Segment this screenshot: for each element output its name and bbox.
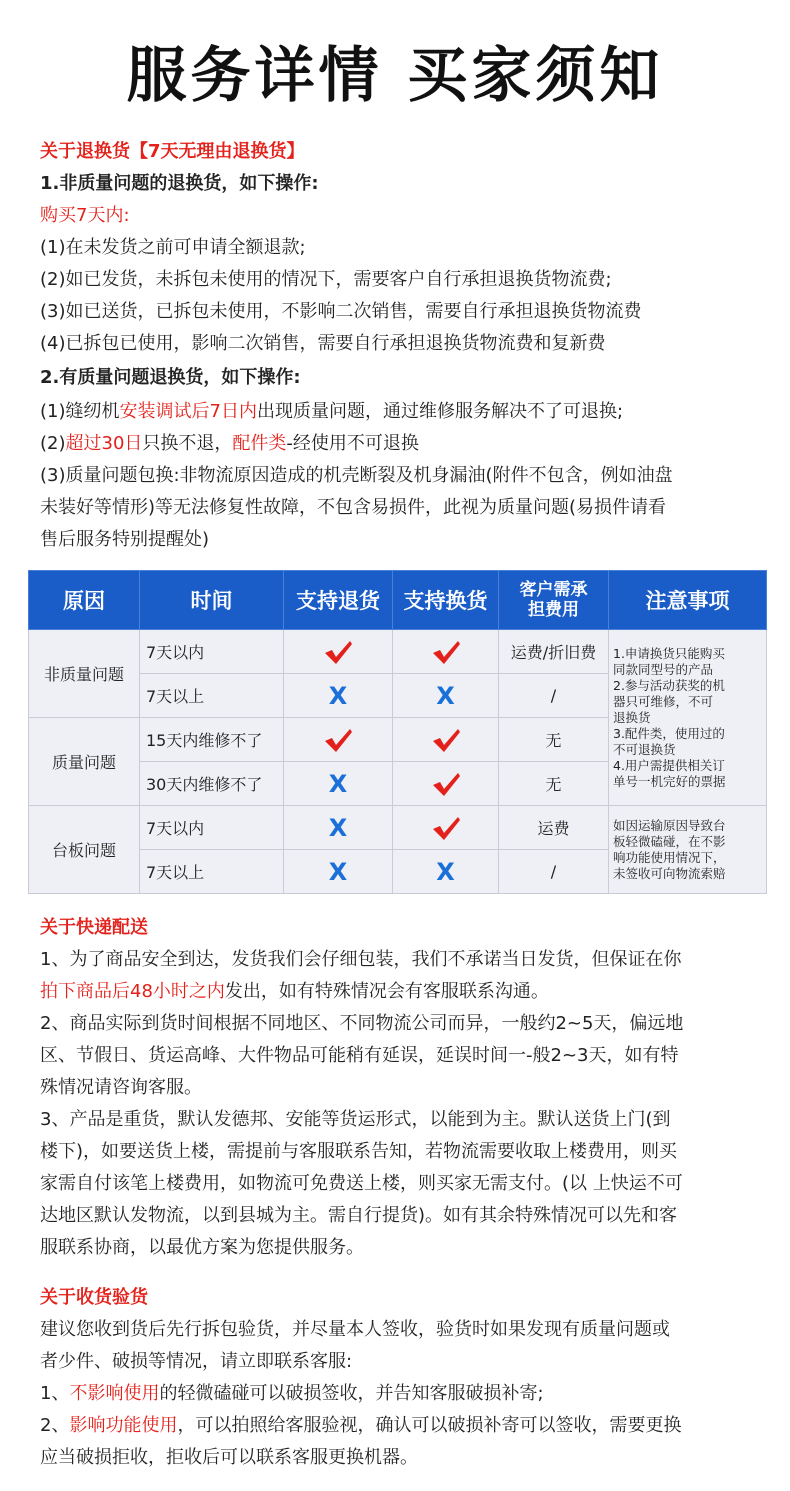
page-title: 服务详情 买家须知 [126, 41, 664, 111]
check-icon [430, 638, 462, 666]
check-cell [393, 762, 499, 806]
cross-icon: X [436, 681, 455, 710]
check-icon [430, 726, 462, 754]
inspection-heading: 关于收货验货 [40, 1287, 148, 1308]
returns-heading: 关于退换货【7天无理由退换货】 [40, 141, 305, 162]
returns-sub1: 1.非质量问题的退换货，如下操作: [40, 173, 319, 194]
delivery-section [40, 912, 770, 1264]
returns-item: (3)如已送货，已拆包未使用，不影响二次销售，需要自行承担退换货物流费 [40, 301, 642, 322]
quality-item-1: (1)缝纫机安装调试后7日内出现质量问题，通过维修服务解决不了可退换; [40, 401, 624, 422]
check-cell [393, 806, 499, 850]
returns-item: (1)在未发货之前可申请全额退款; [40, 237, 306, 258]
within-7-days: 购买7天内: [40, 205, 130, 226]
reason-cell: 质量问题 [29, 718, 140, 806]
check-icon [322, 726, 354, 754]
inspection-intro: 建议您收到货后先行拆包验货，并尽量本人签收，验货时如果发现有质量问题或 [40, 1319, 670, 1340]
cross-icon: X [328, 681, 348, 710]
delivery-p3: 3、产品是重货，默认发德邦、安能等货运形式，以能到为主。默认送货上门(到 [40, 1109, 671, 1130]
cross-cell [284, 850, 393, 894]
cross-cell [284, 762, 393, 806]
delivery-p1: 1、为了商品安全到达，发货我们会仔细包装，我们不承诺当日发货，但保证在你 [40, 949, 682, 970]
delivery-p3: 达地区默认发物流，以到县城为主。需自行提货)。如有其余特殊情况可以先和客 [40, 1205, 678, 1226]
cross-cell [284, 674, 393, 718]
reason-cell: 台板问题 [29, 806, 140, 894]
delivery-p3: 楼下)，如要送货上楼，需提前与客服联系告知，若物流需要收取上楼费用，则买 [40, 1141, 678, 1162]
quality-item-3: (3)质量问题包换:非物流原因造成的机壳断裂及机身漏油(附件不包含，例如油盘 [40, 465, 673, 486]
fee-cell: 无 [499, 718, 609, 762]
header-exchange: 支持换货 [393, 571, 499, 630]
inspection-section [40, 1282, 770, 1474]
cross-cell [393, 674, 499, 718]
reason-cell: 非质量问题 [29, 630, 140, 718]
table-row [29, 806, 767, 850]
notes-cell-platform: 如因运输原因导致台 板轻微磕碰，在不影 响功能使用情况下， 未签收可向物流索赔 [609, 806, 767, 894]
notes-cell: 1.申请换货只能购买 同款同型号的产品 2.参与活动获奖的机 器只可维修，不可 退换货 3.配件类，使用过的 不可退换货 4.用户需提供相关订 单号一机完好的票据 [609, 630, 767, 806]
fee-cell: 无 [499, 762, 609, 806]
cross-cell [393, 850, 499, 894]
header-return: 支持退货 [284, 571, 393, 630]
quality-item-3: 未装好等情形)等无法修复性故障，不包含易损件，此视为质量问题(易损件请看 [40, 497, 667, 518]
delivery-p2: 2、商品实际到货时间根据不同地区、不同物流公司而异，一般约2~5天，偏远地 [40, 1013, 684, 1034]
header-reason: 原因 [29, 571, 140, 630]
quality-item-3: 售后服务特别提醒处) [40, 529, 210, 550]
check-cell [393, 718, 499, 762]
inspection-item-1: 1、不影响使用的轻微磕碰可以破损签收，并告知客服破损补寄; [40, 1383, 544, 1404]
table-row [29, 630, 767, 674]
header-notes: 注意事项 [609, 571, 767, 630]
quality-item-2: (2)超过30日只换不退，配件类-经使用不可退换 [40, 433, 419, 454]
returns-sub2: 2.有质量问题退换货，如下操作: [40, 367, 301, 388]
cross-cell [284, 806, 393, 850]
returns-section [40, 136, 770, 556]
delivery-p1b: 拍下商品后48小时之内发出，如有特殊情况会有客服联系沟通。 [40, 981, 549, 1002]
delivery-p3: 服联系协商，以最优方案为您提供服务。 [40, 1237, 364, 1258]
time-cell: 30天内维修不了 [140, 762, 284, 806]
check-cell [284, 718, 393, 762]
header-fee: 客户需承 担费用 [499, 571, 609, 630]
header-time: 时间 [140, 571, 284, 630]
fee-cell: 运费/折旧费 [499, 630, 609, 674]
fee-cell: 运费 [499, 806, 609, 850]
time-cell: 7天以上 [140, 674, 284, 718]
time-cell: 7天以上 [140, 850, 284, 894]
time-cell: 7天以内 [140, 806, 284, 850]
inspection-intro: 者少件、破损等情况，请立即联系客服: [40, 1351, 353, 1372]
cross-icon: X [436, 857, 455, 886]
delivery-p3: 家需自付该笔上楼费用，如物流可免费送上楼，则买家无需支付。(以 上快运不可 [40, 1173, 683, 1194]
delivery-heading: 关于快递配送 [40, 917, 148, 938]
cross-icon: X [328, 813, 348, 842]
table-header-row [29, 571, 767, 630]
delivery-p2: 殊情况请咨询客服。 [40, 1077, 202, 1098]
returns-item: (4)已拆包已使用，影响二次销售，需要自行承担退换货物流费和复新费 [40, 333, 606, 354]
check-icon [430, 814, 462, 842]
time-cell: 15天内维修不了 [140, 718, 284, 762]
inspection-item-2: 2、影响功能使用，可以拍照给客服验视，确认可以破损补寄可以签收，需要更换 [40, 1415, 682, 1436]
check-cell [284, 630, 393, 674]
cross-icon: X [328, 857, 348, 886]
service-table [28, 570, 767, 894]
time-cell: 7天以内 [140, 630, 284, 674]
cross-icon: X [328, 769, 348, 798]
check-cell [393, 630, 499, 674]
fee-cell: / [499, 850, 609, 894]
check-icon [430, 770, 462, 798]
returns-item: (2)如已发货，未拆包未使用的情况下，需要客户自行承担退换货物流费; [40, 269, 612, 290]
fee-cell: / [499, 674, 609, 718]
delivery-p2: 区、节假日、货运高峰、大件物品可能稍有延误，延误时间一-般2~3天，如有特 [40, 1045, 679, 1066]
check-icon [322, 638, 354, 666]
inspection-item-2b: 应当破损拒收，拒收后可以联系客服更换机器。 [40, 1447, 418, 1468]
